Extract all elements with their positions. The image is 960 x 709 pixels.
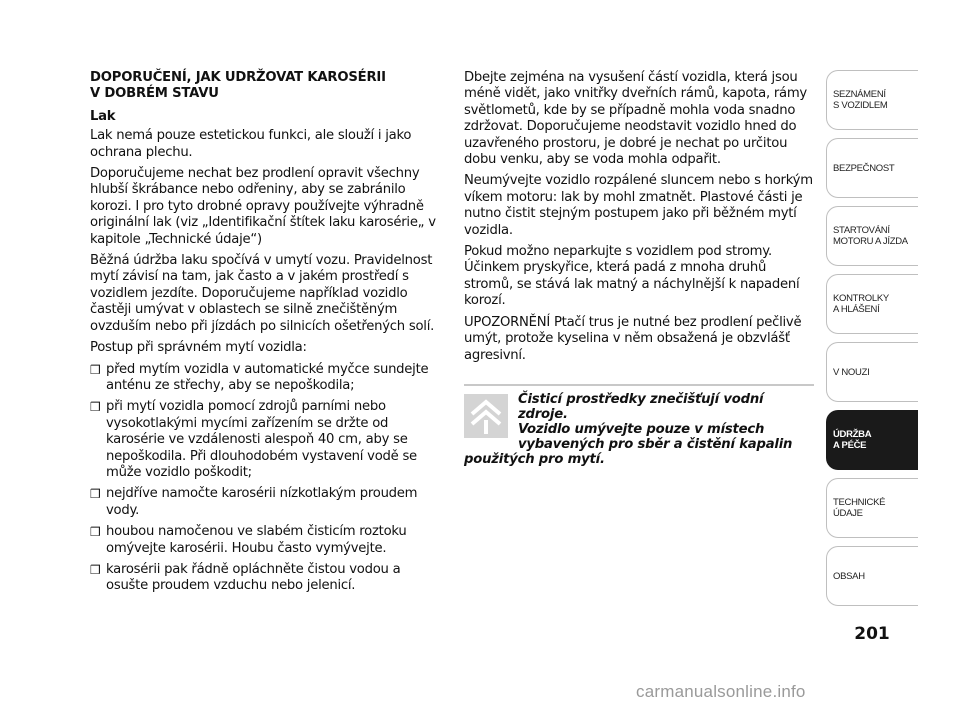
environment-note-line: vybavených pro sběr a čistění kapalin	[518, 437, 793, 452]
tab-label: KONTROLKY A HLÁŠENÍ	[833, 293, 889, 315]
list-item	[90, 562, 442, 595]
subheading-paint: Lak	[90, 108, 116, 124]
list-item	[90, 399, 442, 481]
section-heading	[90, 70, 442, 103]
tab-bezpecnost[interactable]	[826, 138, 918, 198]
tab-seznameni[interactable]	[826, 70, 918, 130]
paragraph: Postup při správném mytí vozidla:	[90, 340, 307, 356]
list-item	[90, 486, 442, 519]
tab-technicke-udaje[interactable]	[826, 478, 918, 538]
page-number: 201	[854, 624, 890, 644]
environment-note-line: Vozidlo umývejte pouze v místech	[518, 422, 765, 437]
paragraph: Neumývejte vozidlo rozpálené sluncem nebo s horkým víkem motoru: lak by mohl zmatnět. Plastové části je nutno čistit stejným postupem jako při běžném mytí vozidla.	[464, 173, 813, 238]
environment-note	[464, 384, 814, 467]
environment-note-line: použitých pro mytí.	[464, 452, 605, 467]
paragraph: Dbejte zejména na vysušení částí vozidla, která jsou méně vidět, jako vnitřky dveřních rámů, kapota, rámy světlometů, kde by se případně mohla voda snadno zdržovat. Doporučujeme neodstavit vozidlo hned do uzavřeného prostoru, je dobré je nechat po určitou dobu venku, aby se voda mohla odpařit.	[464, 70, 807, 168]
tab-label: STARTOVÁNÍ MOTORU A JÍZDA	[833, 225, 908, 247]
list-item-text: houbou namočenou ve slabém čisticím roztoku omývejte karosérii. Houbu často vymývejte.	[106, 524, 407, 556]
checkbox-square-icon: ❒	[90, 525, 101, 540]
environment-note-text	[464, 392, 814, 467]
list-item-text: karosérii pak řádně opláchněte čistou vodou a osušte proudem vzduchu nebo jelenicí.	[106, 561, 401, 594]
checkbox-square-icon: ❒	[90, 487, 101, 502]
tab-v-nouzi[interactable]	[826, 342, 918, 402]
tab-label: V NOUZI	[833, 366, 870, 378]
tab-label: TECHNICKÉ ÚDAJE	[833, 497, 886, 519]
list-item	[90, 524, 442, 557]
list-item	[90, 362, 442, 395]
left-column	[90, 70, 442, 600]
warning-paragraph: UPOZORNĚNÍ Ptačí trus je nutné bez prodlení pečlivě umýt, protože kyselina v něm obsažená je obzvlášť agresivní.	[464, 314, 802, 363]
tab-label: SEZNÁMENÍ S VOZIDLEM	[833, 89, 888, 111]
tab-kontrolky[interactable]	[826, 274, 918, 334]
paragraph: Doporučujeme nechat bez prodlení opravit všechny hlubší škrábance nebo odřeniny, aby se zabránilo korozi. I pro tyto drobné opravy používejte výhradně originální lak (viz „Identifikační štítek laku karosérie„ v kapitole „Technické údaje“)	[90, 166, 436, 247]
checkbox-square-icon: ❒	[90, 362, 101, 377]
tab-label: ÚDRŽBA A PÉČE	[833, 429, 872, 451]
tab-udrzba-active[interactable]	[826, 410, 918, 470]
list-item-text: před mytím vozidla v automatické myčce sundejte anténu ze střechy, aby se nepoškodila;	[106, 361, 429, 393]
watermark: carmanualsonline.info	[636, 682, 806, 701]
paragraph: Lak nemá pouze estetickou funkci, ale slouží i jako ochrana plechu.	[90, 128, 412, 160]
section-heading-line2: V DOBRÉM STAVU	[90, 86, 219, 102]
checkbox-square-icon: ❒	[90, 562, 101, 577]
environment-note-line: Čisticí prostředky znečišťují vodní zdroje.	[518, 392, 764, 422]
tab-startovani[interactable]	[826, 206, 918, 266]
tab-label: BEZPEČNOST	[833, 162, 895, 174]
wash-steps-list	[90, 362, 442, 595]
tab-label: OBSAH	[833, 570, 865, 582]
paragraph: Pokud možno neparkujte s vozidlem pod stromy. Účinkem pryskyřice, která padá z mnoha druhů stromů, se stává lak matný a náchylnější k napadení korozí.	[464, 244, 800, 309]
chapter-sidebar	[826, 70, 918, 614]
right-column	[464, 70, 814, 369]
list-item-text: při mytí vozidla pomocí zdrojů parními nebo vysokotlakými mycími zařízením se držte od karosérie ve vzdálenosti alespoň 40 cm, aby se nepoškodila. Při dlouhodobém vystavení vodě se může vozidlo poškodit;	[106, 399, 417, 480]
list-item-text: nejdříve namočte karosérii nízkotlakým proudem vody.	[106, 486, 418, 518]
checkbox-square-icon: ❒	[90, 400, 101, 415]
paragraph: Běžná údržba laku spočívá v umytí vozu. Pravidelnost mytí závisí na tam, jak často a v jakém prostředí s vozidlem jezdíte. Doporučujeme například vozidlo častěji umývat v oblastech se silně znečištěným ovzduším nebo při jízdách po silnicích ošetřených solí.	[90, 253, 435, 334]
tab-obsah[interactable]	[826, 546, 918, 606]
section-heading-line1: DOPORUČENÍ, JAK UDRŽOVAT KAROSÉRII	[90, 70, 386, 85]
